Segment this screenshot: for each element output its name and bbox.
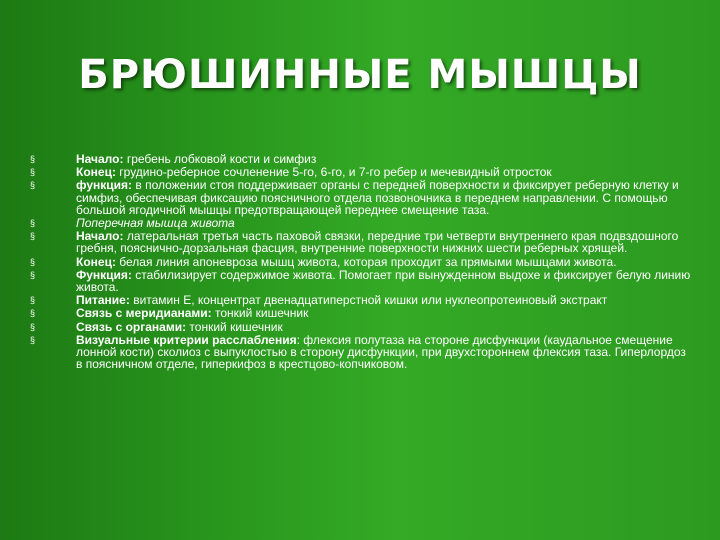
list-item-text — [76, 217, 692, 229]
list-item-text — [76, 321, 692, 333]
list-item-label: Визуальные критерии расслабления — [76, 332, 297, 347]
list-item-label: Конец: — [76, 254, 116, 269]
list-item-body: тонкий кишечник — [211, 306, 309, 321]
list-item-body: тонкий кишечник — [186, 319, 283, 334]
bullet-icon: § — [30, 321, 36, 332]
list-item-text — [76, 179, 692, 216]
list-item-label: Поперечная мышца живота — [76, 216, 235, 231]
list-item-label: Функция: — [76, 267, 132, 282]
bullet-icon: § — [30, 154, 36, 164]
list-item-body: латеральная третья часть паховой связки, передние три четверти внутреннего края подвздошного гребня, пояснично-дорзальная фасция, внутренние поверхности нижних шести реберных хрящей. — [76, 229, 679, 256]
list-item-body: : флексия полутаза на стороне дисфункции (каудальное смещение лонной кости) сколиоз с выпуклостью в сторону дисфункции, при двухстороннем флексия таза. Гиперлордоз в поясничном отделе, гиперкифоз в крестцово-копчиковом. — [76, 332, 686, 372]
list-item — [30, 153, 692, 165]
list-item-label: Связь с меридианами: — [76, 306, 212, 321]
list-item-body: гребень лобковой кости и симфиз — [123, 152, 317, 166]
list-item-label: Начало: — [76, 229, 124, 244]
list-item-body: в положении стоя поддерживает органы с передней поверхности и фиксирует реберную клетку и симфиз, обеспечивая фиксацию поясничного отдела позвоночника в переднем направлении. С помощью большой ягодичной мышцы предотвращающей переднее смещение таза. — [76, 178, 679, 217]
list-item — [30, 217, 692, 229]
list-item — [30, 307, 692, 319]
list-item — [30, 256, 692, 268]
list-item — [30, 294, 692, 306]
list-item — [30, 166, 692, 178]
slide-title: БРЮШИННЫЕ МЫШЦЫ — [78, 52, 642, 98]
list-item-text — [76, 294, 692, 306]
list-item-label: Начало: — [76, 152, 124, 166]
bullet-icon: § — [30, 308, 36, 319]
bullet-icon: § — [30, 167, 36, 178]
list-item-label: Связь с органами: — [76, 319, 187, 334]
bullet-icon: § — [30, 231, 36, 242]
list-item-text — [76, 153, 692, 165]
list-item — [30, 269, 692, 293]
list-item-label: функция: — [76, 178, 133, 193]
list-item-text — [76, 334, 692, 371]
list-item-text — [76, 256, 692, 268]
list-item — [30, 334, 692, 371]
bullet-icon: § — [30, 218, 36, 229]
bullet-icon: § — [30, 256, 36, 267]
list-item-body: белая линия апоневроза мышц живота, которая проходит за прямыми мышцами живота. — [115, 254, 617, 269]
bullet-list — [30, 153, 692, 371]
bullet-icon: § — [30, 180, 36, 191]
list-item — [30, 230, 692, 254]
list-item-text — [76, 230, 692, 254]
list-item-body: грудино-реберное сочленение 5-го, 6-го, и 7-го ребер и мечевидный отросток — [115, 165, 552, 180]
list-item-text — [76, 269, 692, 293]
list-item — [30, 179, 692, 216]
list-item-text — [76, 166, 692, 178]
bullet-icon: § — [30, 295, 36, 306]
bullet-icon: § — [30, 334, 36, 345]
list-item-body: стабилизирует содержимое живота. Помогает при вынужденном выдохе и фиксирует белую линию живота. — [76, 267, 691, 295]
list-item — [30, 321, 692, 333]
bullet-icon: § — [30, 269, 36, 280]
list-item-label: Питание: — [76, 293, 130, 308]
list-item-label: Конец: — [76, 165, 116, 180]
list-item-body: витамин Е, концентрат двенадцатиперстной кишки или нуклеопротеиновый экстракт — [129, 293, 608, 308]
list-item-text — [76, 307, 692, 319]
